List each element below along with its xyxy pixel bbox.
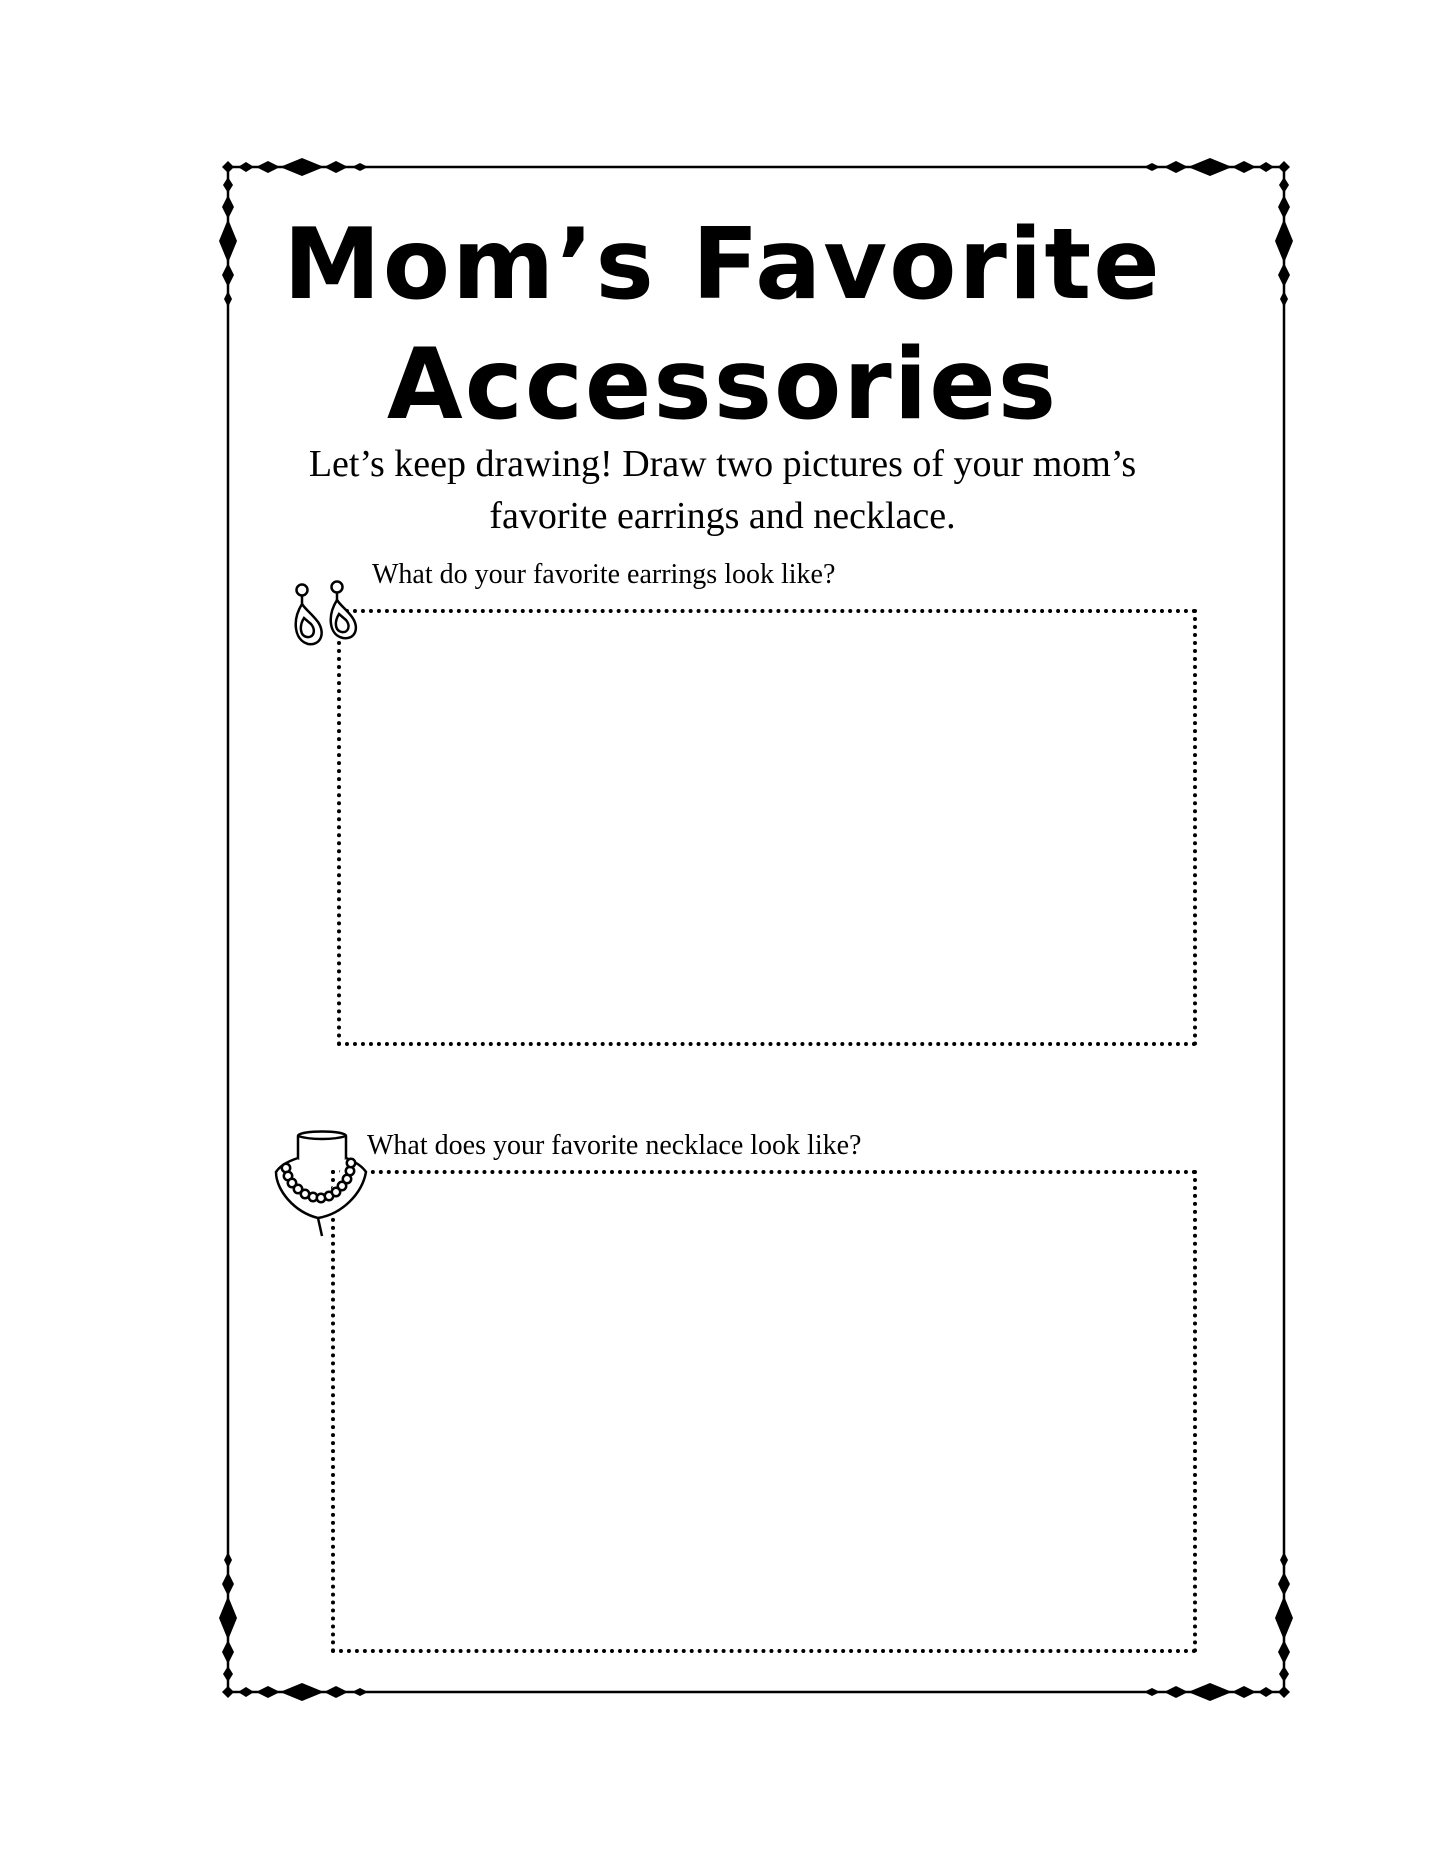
frame-diamond <box>1258 162 1274 172</box>
instructions-line-2: favorite earrings and necklace. <box>489 495 956 537</box>
necklace-drawing-box[interactable] <box>331 1170 1197 1653</box>
frame-diamond <box>1278 1572 1290 1596</box>
frame-diamond <box>1278 161 1290 173</box>
frame-diamond <box>256 1686 280 1698</box>
frame-diamond <box>352 1688 368 1696</box>
frame-diamond <box>238 162 254 172</box>
frame-diamond <box>324 1686 348 1698</box>
necklace-bead <box>347 1159 355 1167</box>
earrings-prompt: What do your favorite earrings look like? <box>372 559 836 590</box>
frame-diamond <box>222 1686 234 1698</box>
frame-diamond <box>324 161 348 173</box>
frame-diamond <box>1279 177 1289 193</box>
frame-diamond <box>1164 161 1188 173</box>
frame-diamond <box>224 1552 232 1568</box>
frame-diamond <box>1280 1552 1288 1568</box>
frame-diamond <box>1279 1666 1289 1682</box>
frame-diamond <box>256 161 280 173</box>
frame-diamond <box>1258 1687 1274 1697</box>
frame-diamond <box>1164 1686 1188 1698</box>
frame-diamond <box>352 163 368 171</box>
frame-diamond <box>222 1572 234 1596</box>
frame-diamond <box>222 161 234 173</box>
frame-diamond <box>280 1683 324 1701</box>
frame-diamond <box>223 177 233 193</box>
frame-diamond <box>1232 1686 1256 1698</box>
frame-diamond <box>1278 1686 1290 1698</box>
frame-diamond <box>1232 161 1256 173</box>
page-title-line-2: Accessories <box>386 328 1059 442</box>
instructions-line-1: Let’s keep drawing! Draw two pictures of your mom’s <box>308 443 1137 485</box>
frame-diamond <box>280 158 324 176</box>
frame-diamond <box>1275 1596 1293 1640</box>
necklace-prompt: What does your favorite necklace look like? <box>367 1130 862 1161</box>
frame-diamond <box>238 1687 254 1697</box>
frame-diamond <box>1188 158 1232 176</box>
frame-diamond <box>223 1666 233 1682</box>
frame-diamond <box>219 1596 237 1640</box>
earrings-drawing-box[interactable] <box>337 609 1197 1046</box>
frame-diamond <box>1278 1640 1290 1664</box>
necklace-icon <box>270 1124 380 1244</box>
frame-diamond <box>1188 1683 1232 1701</box>
frame-diamond <box>222 1640 234 1664</box>
frame-diamond <box>1144 1688 1160 1696</box>
earrings-icon <box>290 580 380 670</box>
page-title-line-1: Mom’s Favorite <box>283 208 1162 322</box>
frame-diamond <box>1144 163 1160 171</box>
